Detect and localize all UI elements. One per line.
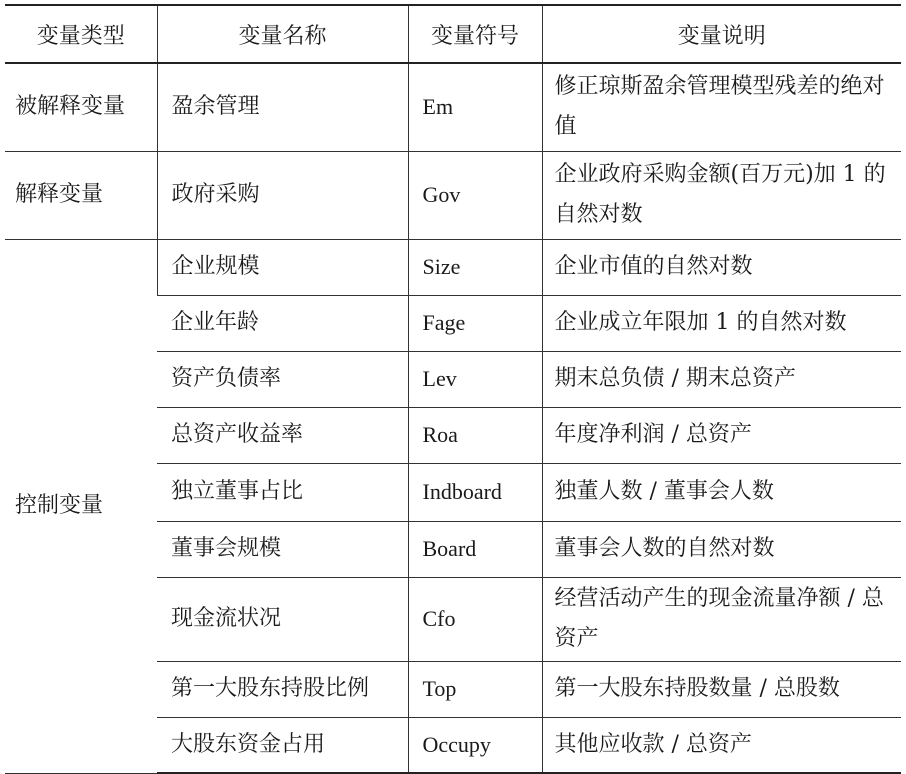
name-cell: 总资产收益率 (157, 407, 408, 463)
description-cell: 其他应收款 / 总资产 (542, 717, 901, 773)
name-cell: 盈余管理 (157, 63, 408, 151)
symbol-cell: Board (408, 521, 542, 577)
table-row (5, 151, 901, 239)
symbol-cell: Occupy (408, 717, 542, 773)
name-cell: 资产负债率 (157, 351, 408, 407)
header-variable-symbol: 变量符号 (408, 5, 542, 63)
description-cell: 企业政府采购金额(百万元)加 1 的自然对数 (542, 151, 901, 239)
description-cell: 企业成立年限加 1 的自然对数 (542, 295, 901, 351)
description-cell: 董事会人数的自然对数 (542, 521, 901, 577)
category-cell: 控制变量 (5, 239, 157, 773)
name-cell: 现金流状况 (157, 577, 408, 661)
name-cell: 董事会规模 (157, 521, 408, 577)
header-row (5, 5, 901, 63)
description-cell: 年度净利润 / 总资产 (542, 407, 901, 463)
category-cell: 解释变量 (5, 151, 157, 239)
symbol-cell: Indboard (408, 463, 542, 521)
description-cell: 经营活动产生的现金流量净额 / 总资产 (542, 577, 901, 661)
name-cell: 企业年龄 (157, 295, 408, 351)
table-row (5, 63, 901, 151)
symbol-cell: Gov (408, 151, 542, 239)
description-cell: 企业市值的自然对数 (542, 239, 901, 295)
variable-definition-table (5, 4, 901, 774)
table-row (5, 239, 901, 295)
category-cell: 被解释变量 (5, 63, 157, 151)
symbol-cell: Lev (408, 351, 542, 407)
table-body (5, 63, 901, 773)
header-variable-name: 变量名称 (157, 5, 408, 63)
description-cell: 期末总负债 / 期末总资产 (542, 351, 901, 407)
symbol-cell: Size (408, 239, 542, 295)
header-variable-type: 变量类型 (5, 5, 157, 63)
symbol-cell: Em (408, 63, 542, 151)
description-cell: 修正琼斯盈余管理模型残差的绝对值 (542, 63, 901, 151)
description-cell: 独董人数 / 董事会人数 (542, 463, 901, 521)
name-cell: 政府采购 (157, 151, 408, 239)
symbol-cell: Fage (408, 295, 542, 351)
table-header (5, 5, 901, 63)
symbol-cell: Roa (408, 407, 542, 463)
header-variable-description: 变量说明 (542, 5, 901, 63)
name-cell: 第一大股东持股比例 (157, 661, 408, 717)
name-cell: 大股东资金占用 (157, 717, 408, 773)
symbol-cell: Top (408, 661, 542, 717)
description-cell: 第一大股东持股数量 / 总股数 (542, 661, 901, 717)
symbol-cell: Cfo (408, 577, 542, 661)
name-cell: 独立董事占比 (157, 463, 408, 521)
name-cell: 企业规模 (157, 239, 408, 295)
